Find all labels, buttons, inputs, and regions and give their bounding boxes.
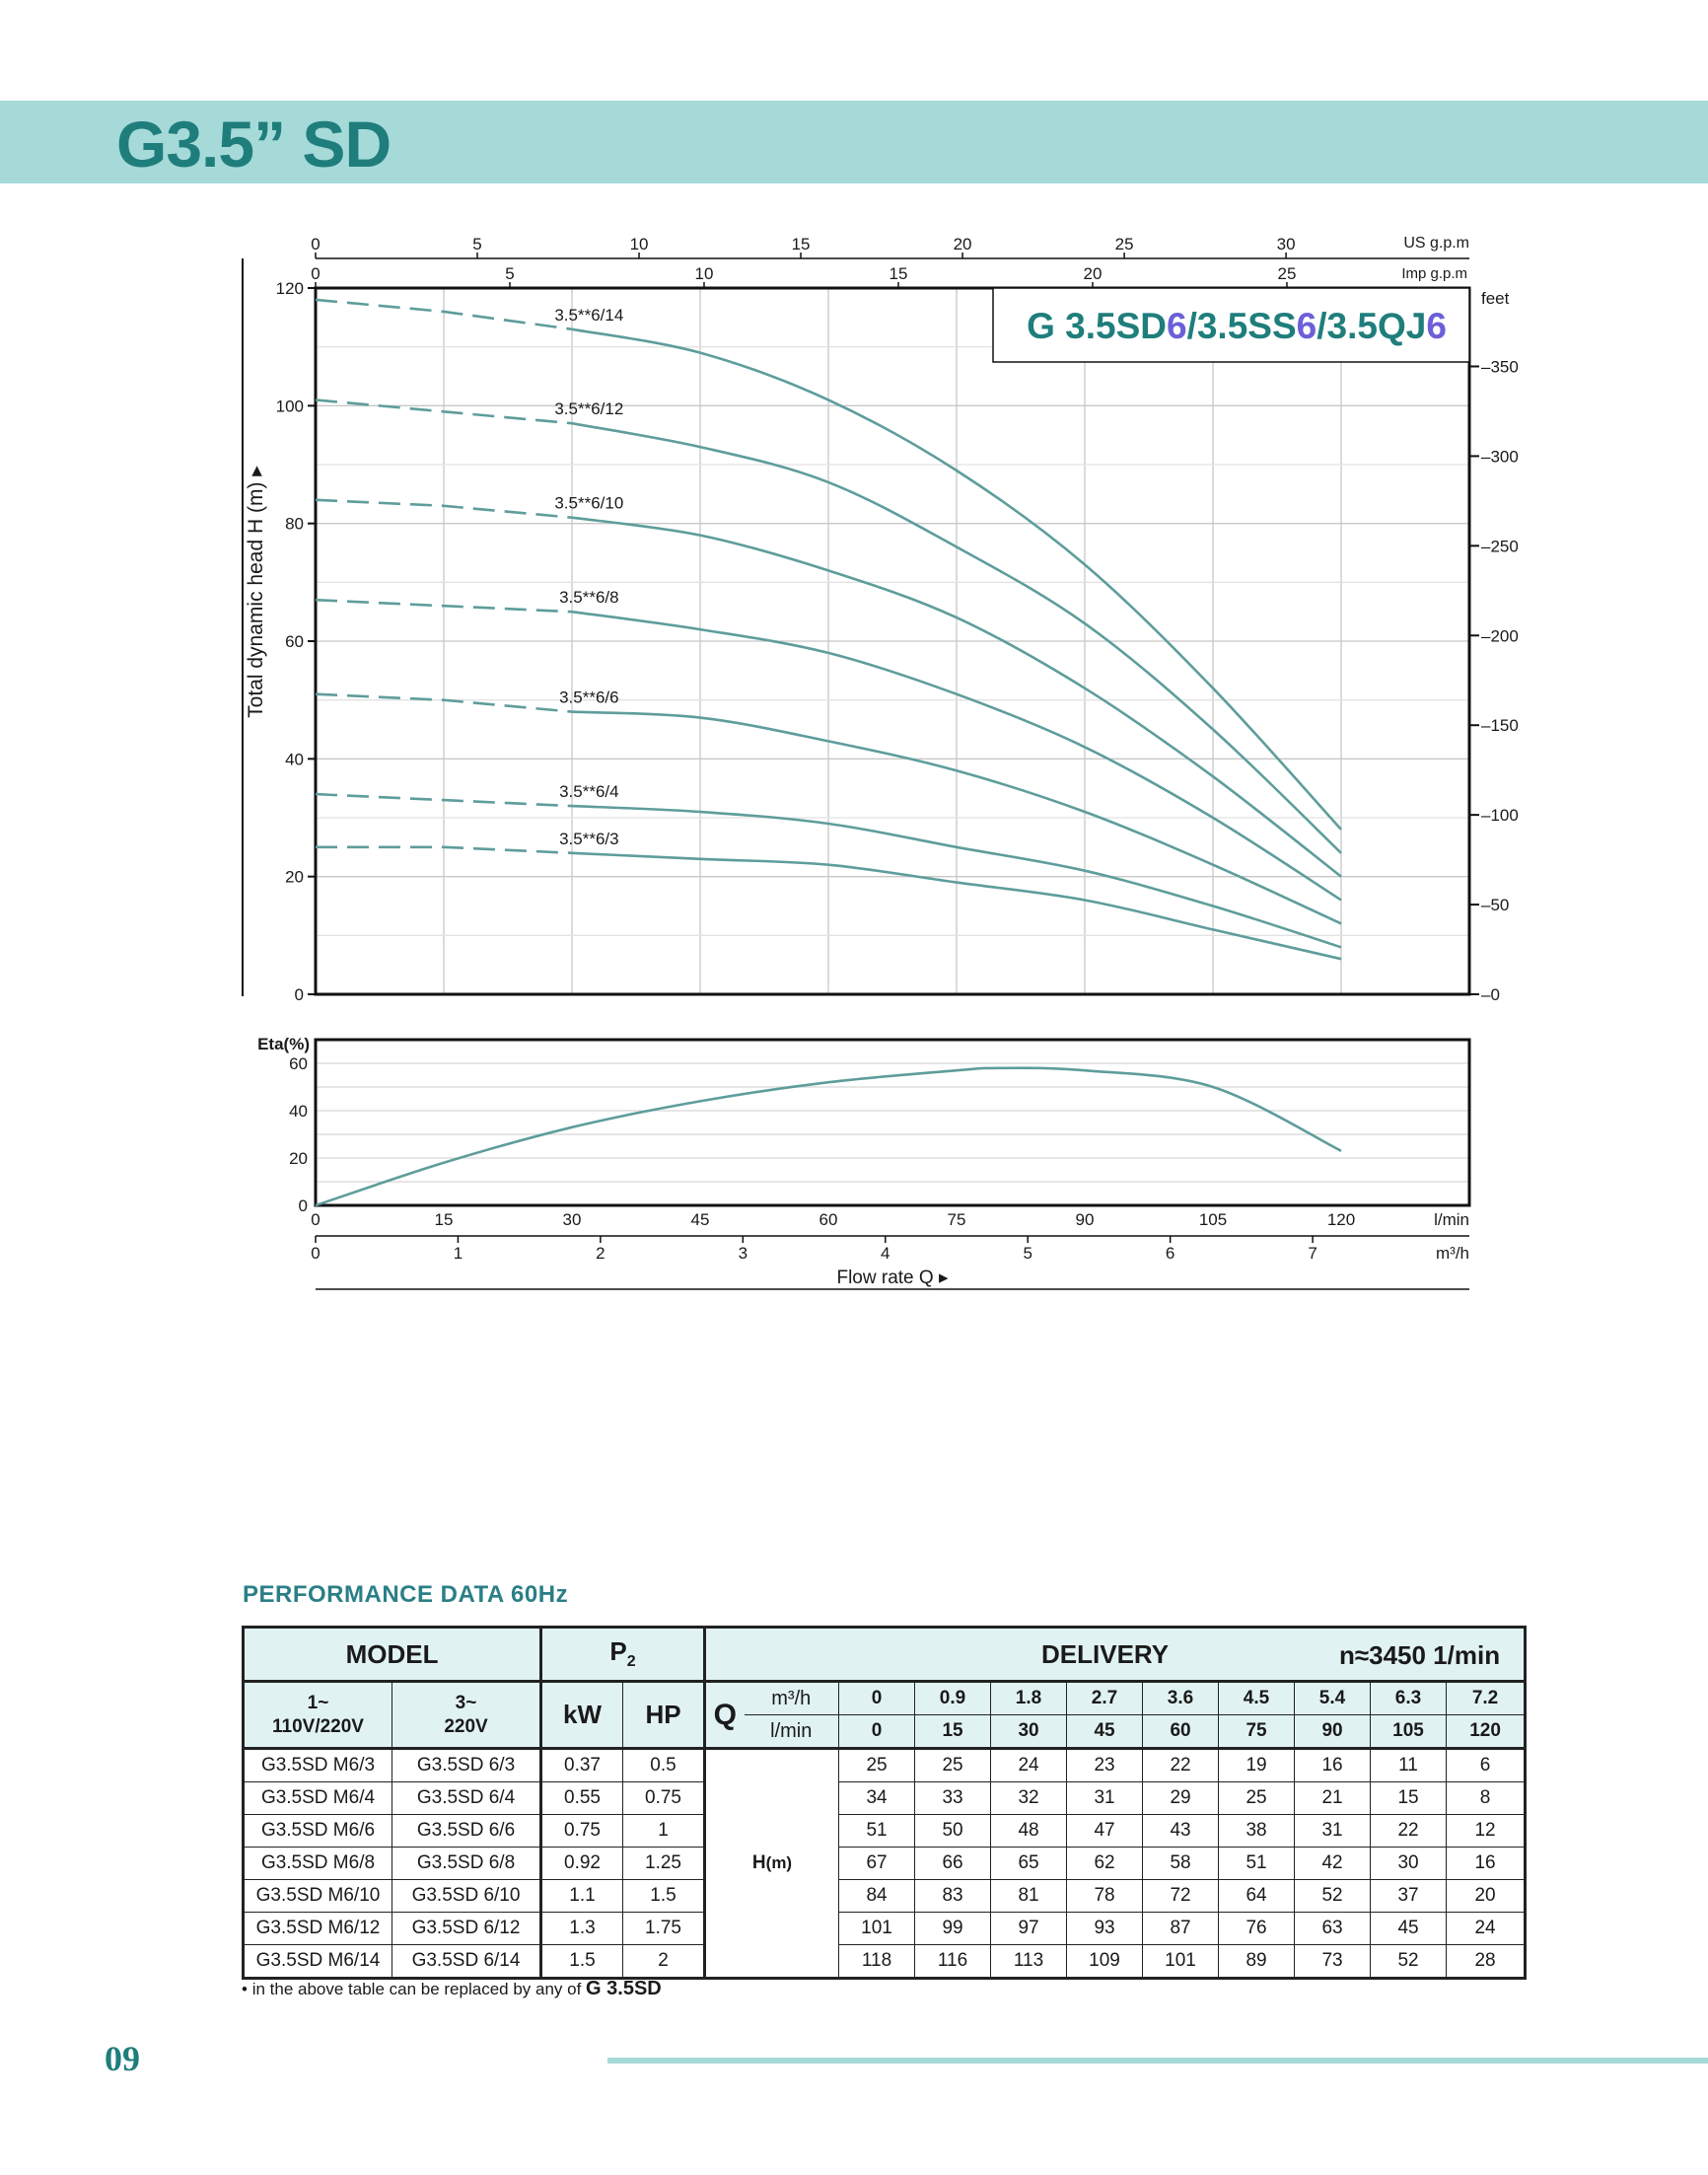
model-1ph-cell: G3.5SD M6/4	[244, 1782, 392, 1815]
model-1ph-cell: G3.5SD M6/10	[244, 1880, 392, 1913]
model-3ph-cell: G3.5SD 6/6	[392, 1815, 541, 1848]
head-value-cell: 42	[1295, 1848, 1371, 1880]
footnote-bullet: •	[242, 1980, 248, 1998]
head-value-cell: 30	[1371, 1848, 1447, 1880]
head-value-cell: 66	[915, 1848, 991, 1880]
kw-cell: 0.92	[541, 1848, 623, 1880]
model-3ph-cell: G3.5SD 6/4	[392, 1782, 541, 1815]
series-label: 3.5**6/14	[554, 305, 624, 325]
head-value-cell: 16	[1447, 1848, 1526, 1880]
head-value-cell: 62	[1067, 1848, 1143, 1880]
us-gpm-tick-label: 20	[953, 235, 972, 254]
lmin-value: 60	[1143, 1715, 1219, 1749]
lmin-value: 105	[1371, 1715, 1447, 1749]
p2-header	[541, 1628, 705, 1682]
head-value-cell: 47	[1067, 1815, 1143, 1848]
y-tick-label: 80	[285, 514, 304, 534]
page-number: 09	[105, 2039, 140, 2078]
m3h-tick-label: 2	[596, 1244, 605, 1263]
hp-cell: 0.75	[623, 1782, 705, 1815]
head-value-cell: 52	[1371, 1945, 1447, 1979]
feet-tick-label: –250	[1481, 537, 1519, 556]
eta-curve	[316, 1068, 1341, 1205]
head-value-cell: 118	[839, 1945, 915, 1979]
table-row	[244, 1880, 1526, 1913]
model-1ph-cell: G3.5SD M6/3	[244, 1749, 392, 1782]
m3h-tick-label: 0	[311, 1244, 320, 1263]
hp-cell: 1	[623, 1815, 705, 1848]
head-value-cell: 116	[915, 1945, 991, 1979]
us-gpm-tick-label: 5	[472, 235, 482, 254]
head-value-cell: 12	[1447, 1815, 1526, 1848]
lmin-value: 120	[1447, 1715, 1526, 1749]
m3h-value: 7.2	[1447, 1682, 1526, 1715]
imp-gpm-tick-label: 10	[694, 264, 714, 283]
feet-tick-label: –0	[1481, 985, 1500, 1004]
y-tick-label: 40	[285, 750, 304, 769]
phase1-header	[244, 1682, 392, 1749]
footnote-model: G 3.5SD	[586, 1978, 662, 1999]
table-row	[244, 1848, 1526, 1880]
lmin-value: 90	[1295, 1715, 1371, 1749]
imp-gpm-tick-label: 15	[889, 264, 908, 283]
head-value-cell: 65	[991, 1848, 1067, 1880]
footnote	[242, 1978, 662, 2000]
m3h-unit	[745, 1682, 839, 1715]
lmin-tick-label: 90	[1075, 1210, 1095, 1229]
head-value-cell: 22	[1143, 1749, 1219, 1782]
head-label: H	[751, 1852, 766, 1873]
lmin-tick-label: 105	[1198, 1210, 1228, 1229]
kw-cell: 0.75	[541, 1815, 623, 1848]
model-3ph-cell: G3.5SD 6/10	[392, 1880, 541, 1913]
lmin-tick-label: 15	[434, 1210, 454, 1229]
head-value-cell: 22	[1371, 1815, 1447, 1848]
head-value-cell: 81	[991, 1880, 1067, 1913]
chart-title-part: /3.5SS	[1186, 306, 1297, 346]
head-value-cell: 37	[1371, 1880, 1447, 1913]
head-value-cell: 101	[1143, 1945, 1219, 1979]
head-value-cell: 38	[1219, 1815, 1295, 1848]
head-value-cell: 43	[1143, 1815, 1219, 1848]
us-gpm-tick-label: 15	[791, 235, 811, 254]
m3h-value: 5.4	[1295, 1682, 1371, 1715]
head-value-cell: 101	[839, 1913, 915, 1945]
head-value-cell: 83	[915, 1880, 991, 1913]
m3h-value: 4.5	[1219, 1682, 1295, 1715]
lmin-value: 75	[1219, 1715, 1295, 1749]
head-value-cell: 76	[1219, 1913, 1295, 1945]
head-value-cell: 73	[1295, 1945, 1371, 1979]
phase3-voltage: 220V	[444, 1715, 488, 1737]
feet-tick-label: –50	[1481, 896, 1510, 915]
m3h-axis-label: m³/h	[1436, 1244, 1469, 1263]
eta-tick-label: 40	[289, 1102, 308, 1121]
head-value-cell: 64	[1219, 1880, 1295, 1913]
footer-rule	[607, 2058, 1708, 2064]
m3h-tick-label: 7	[1308, 1244, 1317, 1263]
feet-tick-label: –350	[1481, 357, 1519, 377]
head-value-cell: 58	[1143, 1848, 1219, 1880]
q-header: Q	[705, 1682, 745, 1749]
imp-gpm-tick-label: 25	[1277, 264, 1297, 283]
table-row	[244, 1782, 1526, 1815]
flow-axis-label: Flow rate Q ▸	[836, 1268, 949, 1288]
m3h-value: 1.8	[991, 1682, 1067, 1715]
m3h-tick-label: 6	[1165, 1244, 1175, 1263]
table-row	[244, 1815, 1526, 1848]
chart-title-part: 6	[1426, 306, 1447, 346]
y-tick-label: 0	[294, 985, 304, 1004]
head-value-cell: 113	[991, 1945, 1067, 1979]
series-label: 3.5**6/3	[559, 829, 619, 848]
footnote-text: in the above table can be replaced by any of	[251, 1980, 587, 1998]
feet-tick-label: –150	[1481, 716, 1519, 736]
lmin-value: 0	[839, 1715, 915, 1749]
head-value-cell: 63	[1295, 1913, 1371, 1945]
head-value-cell: 25	[1219, 1782, 1295, 1815]
y-tick-label: 120	[275, 279, 304, 298]
m3h-value: 0	[839, 1682, 915, 1715]
imp-gpm-tick-label: 0	[311, 264, 320, 283]
lmin-unit: l/min	[745, 1715, 839, 1749]
table-row	[244, 1913, 1526, 1945]
hp-cell: 2	[623, 1945, 705, 1979]
lmin-tick-label: 60	[818, 1210, 838, 1229]
kw-header: kW	[541, 1682, 623, 1749]
head-value-cell: 48	[991, 1815, 1067, 1848]
us-gpm-tick-label: 30	[1276, 235, 1296, 254]
head-value-cell: 67	[839, 1848, 915, 1880]
kw-cell: 1.1	[541, 1880, 623, 1913]
head-value-cell: 51	[1219, 1848, 1295, 1880]
model-3ph-cell: G3.5SD 6/12	[392, 1913, 541, 1945]
m3h-tick-label: 1	[453, 1244, 463, 1263]
lmin-value: 30	[991, 1715, 1067, 1749]
imp-gpm-tick-label: 20	[1083, 264, 1103, 283]
head-value-cell: 31	[1067, 1782, 1143, 1815]
phase3-header	[392, 1682, 541, 1749]
feet-tick-label: –300	[1481, 447, 1519, 467]
head-value-cell: 78	[1067, 1880, 1143, 1913]
delivery-label: DELIVERY	[1041, 1638, 1170, 1669]
m3h-value: 2.7	[1067, 1682, 1143, 1715]
chart-title-part: 6	[1296, 306, 1317, 346]
head-value-cell: 34	[839, 1782, 915, 1815]
eta-axis-label: Eta(%)	[257, 1035, 310, 1053]
kw-cell: 1.3	[541, 1913, 623, 1945]
head-value-cell: 99	[915, 1913, 991, 1945]
head-value-cell: 33	[915, 1782, 991, 1815]
head-value-cell: 84	[839, 1880, 915, 1913]
imp-gpm-tick-label: 5	[505, 264, 515, 283]
kw-cell: 1.5	[541, 1945, 623, 1979]
model-3ph-cell: G3.5SD 6/14	[392, 1945, 541, 1979]
head-value-cell: 6	[1447, 1749, 1526, 1782]
eta-tick-label: 20	[289, 1149, 308, 1168]
model-1ph-cell: G3.5SD M6/8	[244, 1848, 392, 1880]
table-row	[244, 1749, 1526, 1782]
hp-cell: 1.25	[623, 1848, 705, 1880]
head-value-cell: 89	[1219, 1945, 1295, 1979]
head-value-cell: 25	[839, 1749, 915, 1782]
hp-header: HP	[623, 1682, 705, 1749]
head-value-cell: 52	[1295, 1880, 1371, 1913]
y-axis-label: Total dynamic head H (m) ▸	[245, 466, 267, 718]
eta-plot-frame	[316, 1040, 1469, 1205]
series-label: 3.5**6/8	[559, 588, 619, 608]
m3h-unit-text: m³/h	[771, 1687, 812, 1709]
head-value-cell: 87	[1143, 1913, 1219, 1945]
lmin-tick-label: 0	[311, 1210, 320, 1229]
feet-axis-label: feet	[1481, 289, 1510, 308]
feet-tick-label: –200	[1481, 626, 1519, 646]
us-gpm-axis-label: US g.p.m	[1403, 235, 1469, 252]
lmin-tick-label: 45	[690, 1210, 710, 1229]
y-tick-label: 100	[275, 397, 304, 416]
head-value-cell: 97	[991, 1913, 1067, 1945]
model-header: MODEL	[244, 1628, 541, 1682]
lmin-axis-label: l/min	[1434, 1210, 1469, 1229]
series-label: 3.5**6/4	[559, 782, 619, 802]
lmin-tick-label: 30	[562, 1210, 582, 1229]
head-value-cell: 50	[915, 1815, 991, 1848]
chart-title	[1027, 306, 1447, 346]
us-gpm-tick-label: 0	[311, 235, 320, 254]
head-unit: (m)	[765, 1853, 793, 1872]
head-value-cell: 28	[1447, 1945, 1526, 1979]
performance-data-title: PERFORMANCE DATA 60Hz	[243, 1581, 569, 1608]
lmin-value: 45	[1067, 1715, 1143, 1749]
m3h-value: 0.9	[915, 1682, 991, 1715]
series-label: 3.5**6/6	[559, 688, 619, 707]
imp-gpm-axis-label: Imp g.p.m	[1401, 265, 1467, 282]
m3h-tick-label: 3	[738, 1244, 748, 1263]
m3h-value: 6.3	[1371, 1682, 1447, 1715]
m3h-tick-label: 4	[881, 1244, 890, 1263]
m3h-value: 3.6	[1143, 1682, 1219, 1715]
head-value-cell: 45	[1371, 1913, 1447, 1945]
eta-tick-label: 0	[298, 1196, 308, 1215]
head-label-cell	[705, 1749, 839, 1979]
y-tick-label: 20	[285, 867, 304, 887]
hp-cell: 0.5	[623, 1749, 705, 1782]
performance-table	[242, 1626, 1527, 1980]
y-tick-label: 60	[285, 632, 304, 651]
us-gpm-tick-label: 10	[629, 235, 649, 254]
lmin-value: 15	[915, 1715, 991, 1749]
model-3ph-cell: G3.5SD 6/3	[392, 1749, 541, 1782]
head-value-cell: 20	[1447, 1880, 1526, 1913]
hp-cell: 1.5	[623, 1880, 705, 1913]
series-label: 3.5**6/10	[554, 493, 624, 513]
head-value-cell: 93	[1067, 1913, 1143, 1945]
head-value-cell: 23	[1067, 1749, 1143, 1782]
hp-cell: 1.75	[623, 1913, 705, 1945]
kw-cell: 0.37	[541, 1749, 623, 1782]
head-value-cell: 24	[1447, 1913, 1526, 1945]
head-value-cell: 25	[915, 1749, 991, 1782]
eta-tick-label: 60	[289, 1054, 308, 1073]
head-value-cell: 109	[1067, 1945, 1143, 1979]
head-value-cell: 31	[1295, 1815, 1371, 1848]
phase3-label: 3~	[455, 1692, 477, 1713]
head-value-cell: 15	[1371, 1782, 1447, 1815]
head-value-cell: 51	[839, 1815, 915, 1848]
head-value-cell: 11	[1371, 1749, 1447, 1782]
page-title: G3.5” SD	[116, 108, 391, 181]
feet-tick-label: –100	[1481, 806, 1519, 826]
us-gpm-tick-label: 25	[1114, 235, 1134, 254]
p2-subscript: 2	[626, 1653, 636, 1671]
phase1-label: 1~	[307, 1692, 329, 1713]
chart-title-part: 6	[1167, 306, 1187, 346]
head-value-cell: 24	[991, 1749, 1067, 1782]
model-1ph-cell: G3.5SD M6/14	[244, 1945, 392, 1979]
p2-label: P	[609, 1636, 627, 1667]
chart-title-part: G 3.5SD	[1027, 306, 1168, 346]
series-label: 3.5**6/12	[554, 399, 624, 419]
head-value-cell: 72	[1143, 1880, 1219, 1913]
phase1-voltage: 110V/220V	[272, 1715, 364, 1737]
model-1ph-cell: G3.5SD M6/6	[244, 1815, 392, 1848]
m3h-tick-label: 5	[1023, 1244, 1032, 1263]
chart-title-part: /3.5QJ	[1317, 306, 1427, 346]
speed-label: n≈3450 1/min	[1338, 1640, 1501, 1670]
head-value-cell: 19	[1219, 1749, 1295, 1782]
table-row	[244, 1945, 1526, 1979]
delivery-header	[705, 1628, 1526, 1682]
kw-cell: 0.55	[541, 1782, 623, 1815]
lmin-tick-label: 120	[1326, 1210, 1356, 1229]
head-value-cell: 21	[1295, 1782, 1371, 1815]
model-3ph-cell: G3.5SD 6/8	[392, 1848, 541, 1880]
head-value-cell: 32	[991, 1782, 1067, 1815]
head-value-cell: 16	[1295, 1749, 1371, 1782]
head-value-cell: 29	[1143, 1782, 1219, 1815]
model-1ph-cell: G3.5SD M6/12	[244, 1913, 392, 1945]
head-value-cell: 8	[1447, 1782, 1526, 1815]
lmin-tick-label: 75	[947, 1210, 966, 1229]
